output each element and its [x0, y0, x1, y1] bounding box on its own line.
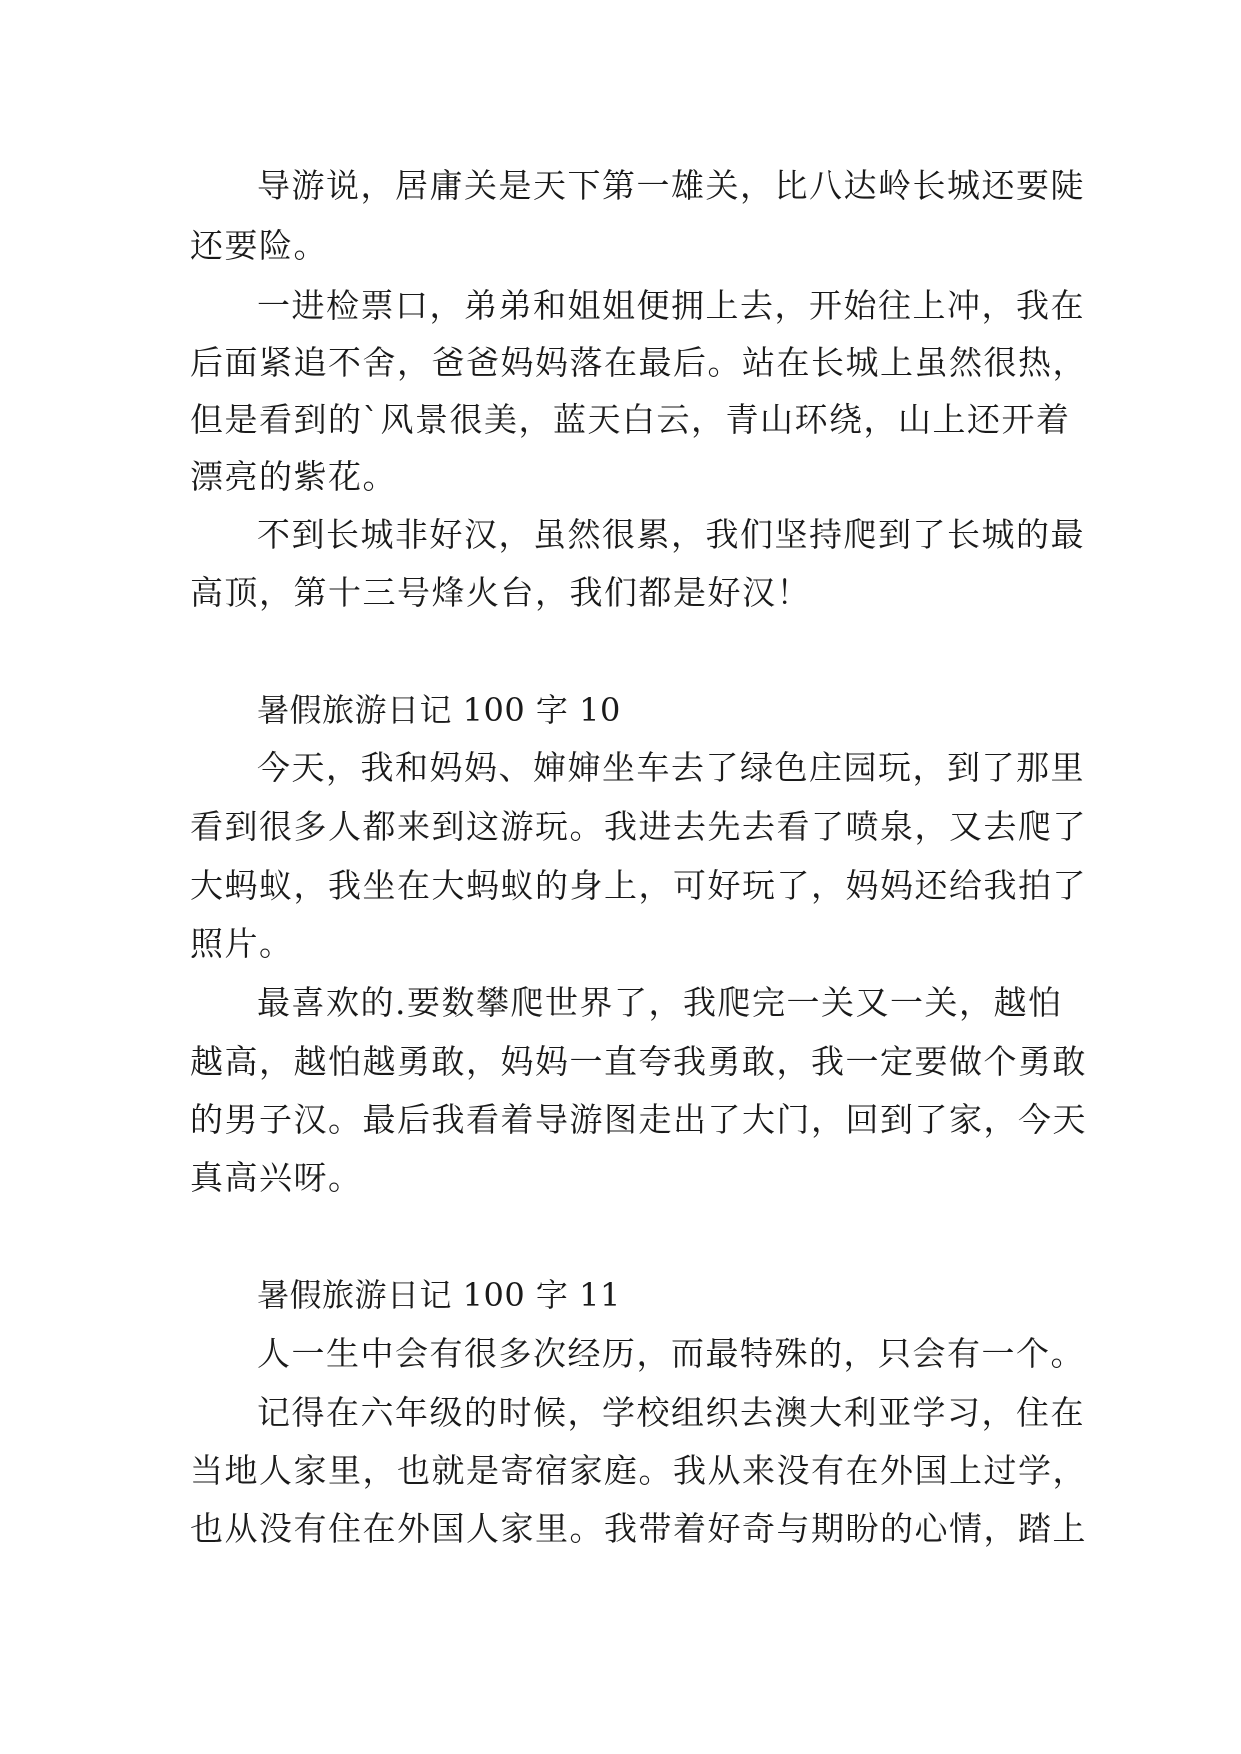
paragraph-line: 也从没有住在外国人家里。我带着好奇与期盼的心情，踏上 — [190, 1509, 1087, 1548]
section-heading: 暑假旅游日记 100 字 10 — [257, 691, 621, 729]
paragraph-line: 但是看到的`风景很美，蓝天白云，青山环绕，山上还开着 — [190, 400, 1071, 439]
paragraph-line: 后面紧追不舍，爸爸妈妈落在最后。站在长城上虽然很热， — [190, 343, 1087, 382]
paragraph-line: 的男子汉。最后我看着导游图走出了大门，回到了家，今天 — [190, 1100, 1087, 1139]
paragraph-line: 不到长城非好汉，虽然很累，我们坚持爬到了长城的最 — [257, 515, 1085, 554]
paragraph-line: 大蚂蚁，我坐在大蚂蚁的身上，可好玩了，妈妈还给我拍了 — [190, 866, 1087, 905]
paragraph-line: 最喜欢的.要数攀爬世界了，我爬完一关又一关，越怕 — [257, 983, 1063, 1022]
paragraph-line: 真高兴呀。 — [190, 1158, 363, 1197]
paragraph-line: 还要险。 — [190, 226, 328, 265]
paragraph-line: 一进检票口，弟弟和姐姐便拥上去，开始往上冲，我在 — [257, 286, 1085, 325]
paragraph-line: 照片。 — [190, 924, 294, 963]
section-heading: 暑假旅游日记 100 字 11 — [257, 1276, 621, 1314]
paragraph-line: 漂亮的紫花。 — [190, 457, 397, 496]
paragraph-line: 导游说，居庸关是天下第一雄关，比八达岭长城还要陡 — [257, 166, 1085, 205]
paragraph-line: 记得在六年级的时候，学校组织去澳大利亚学习，住在 — [257, 1393, 1085, 1432]
paragraph-line: 今天，我和妈妈、婶婶坐车去了绿色庄园玩，到了那里 — [257, 748, 1085, 787]
paragraph-line: 看到很多人都来到这游玩。我进去先去看了喷泉，又去爬了 — [190, 807, 1087, 846]
paragraph-line: 人一生中会有很多次经历，而最特殊的，只会有一个。 — [257, 1334, 1085, 1373]
paragraph-line: 高顶，第十三号烽火台，我们都是好汉！ — [190, 573, 811, 612]
paragraph-line: 越高，越怕越勇敢，妈妈一直夸我勇敢，我一定要做个勇敢 — [190, 1042, 1087, 1081]
paragraph-line: 当地人家里，也就是寄宿家庭。我从来没有在外国上过学， — [190, 1451, 1087, 1490]
